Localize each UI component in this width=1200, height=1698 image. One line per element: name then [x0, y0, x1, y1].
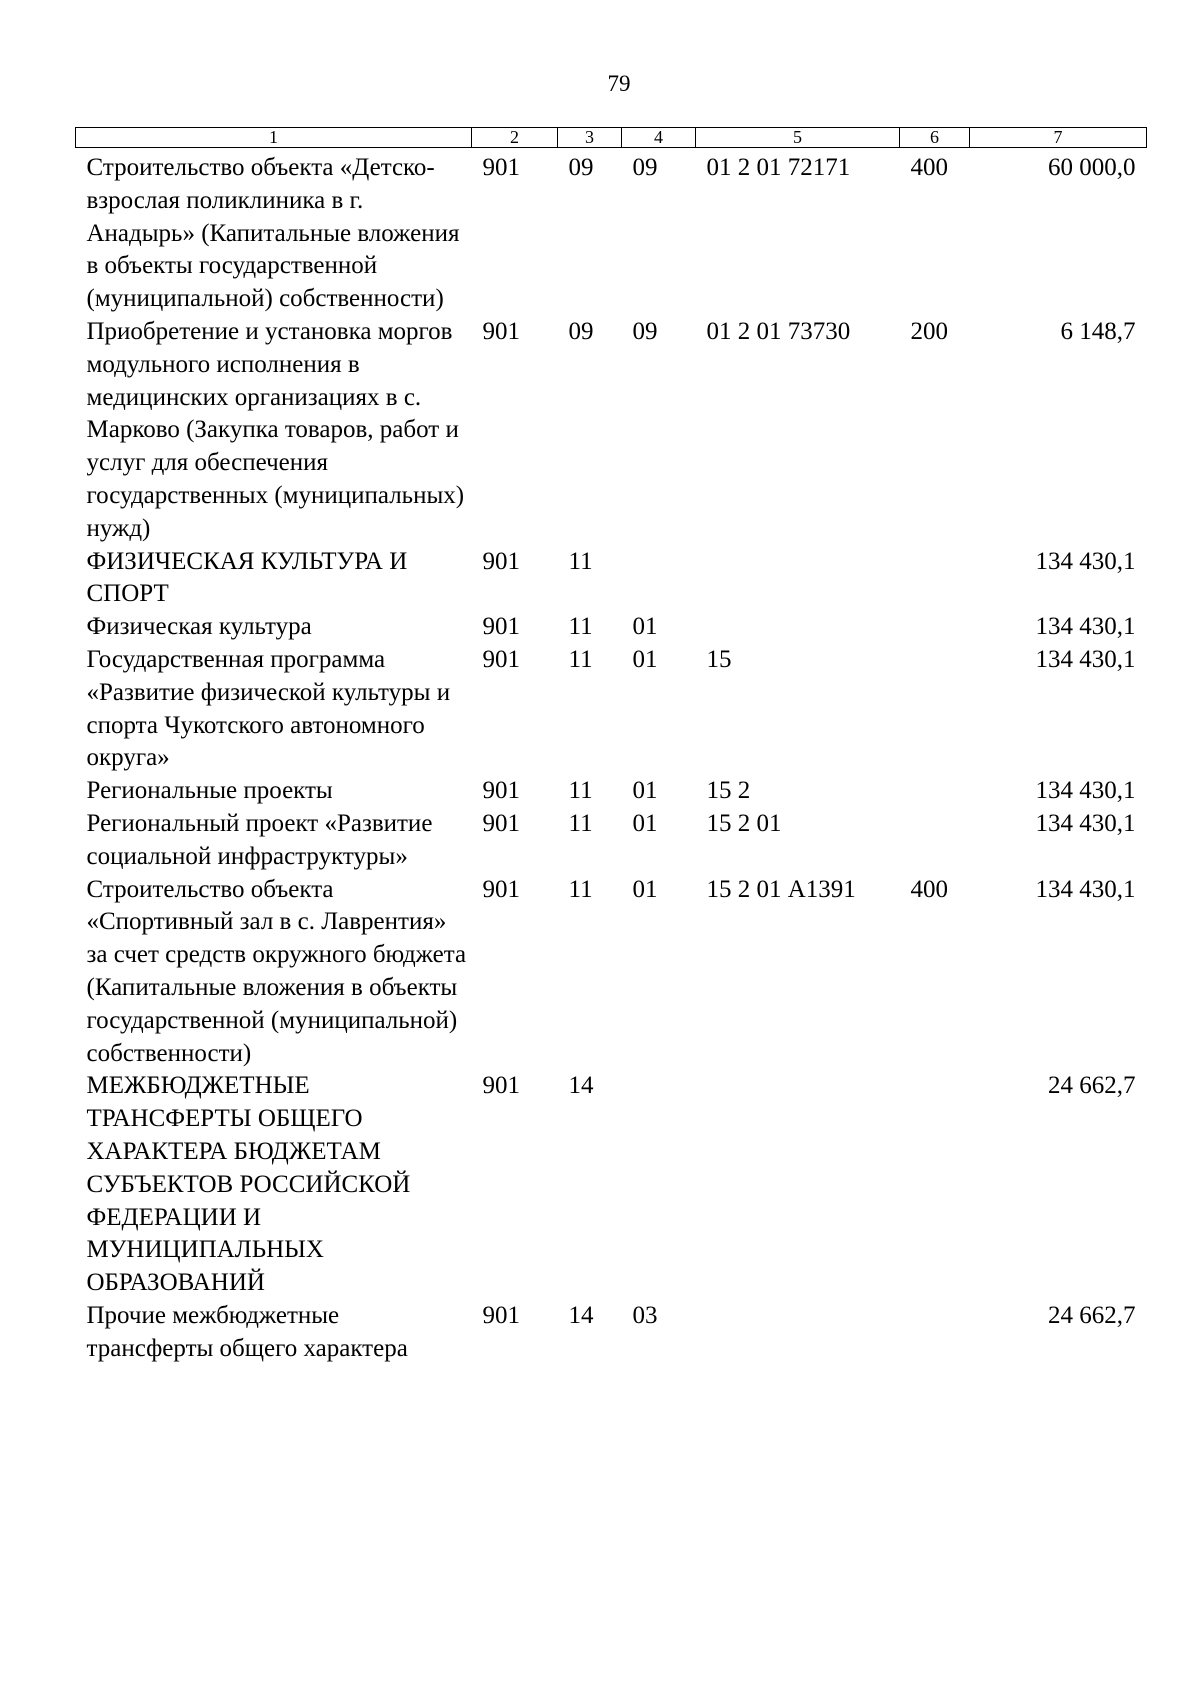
row-section-code: 14: [568, 1072, 594, 1100]
row-amount: 134 430,1: [1035, 645, 1136, 673]
row-subsection-code: 09: [632, 317, 658, 345]
table-row: [76, 644, 1147, 775]
row-admin-code: 901: [482, 875, 520, 903]
row-name: ФИЗИЧЕСКАЯ КУЛЬТУРА И СПОРТ: [86, 547, 408, 608]
row-name: Строительство объекта «Спортивный зал в с. Лаврентия» за счет средств окружного бюджета (Капитальные вложения в объекты государственной (муниципальной) собственности): [86, 875, 467, 1067]
column-number: 4: [622, 128, 696, 148]
row-amount: 134 430,1: [1035, 875, 1136, 903]
row-expense-type: [900, 775, 970, 808]
row-section-code: 11: [568, 777, 593, 805]
table-row: [76, 546, 1147, 612]
table-row: [76, 148, 1147, 316]
row-expense-type: [900, 546, 970, 612]
row-target-code: 15 2 01: [706, 809, 782, 837]
row-subsection-code: 01: [632, 645, 658, 673]
row-amount: 134 430,1: [1035, 547, 1136, 575]
page-number: 79: [607, 71, 631, 96]
row-target-code: [696, 1300, 900, 1366]
row-admin-code: 901: [482, 613, 520, 641]
row-amount: 60 000,0: [1048, 154, 1136, 181]
row-admin-code: 901: [482, 317, 520, 345]
row-name: Государственная программа «Развитие физической культуры и спорта Чукотского автономного округа»: [86, 645, 451, 772]
row-section-code: 14: [568, 1301, 594, 1329]
row-target-code: [696, 1070, 900, 1300]
column-number: 1: [76, 128, 472, 148]
row-target-code: 01 2 01 72171: [706, 154, 851, 181]
column-number: 6: [900, 128, 970, 148]
row-name: Строительство объекта «Детско-взрослая поликлиника в г. Анадырь» (Капитальные вложения в объекты государственной (муниципальной) собственности): [86, 154, 460, 313]
row-amount: 6 148,7: [1060, 317, 1136, 345]
table-row: [76, 1070, 1147, 1300]
row-subsection-code: 01: [632, 875, 658, 903]
row-expense-type: [900, 611, 970, 644]
row-expense-type: [900, 1070, 970, 1300]
row-admin-code: 901: [482, 777, 520, 805]
column-number: 3: [558, 128, 622, 148]
row-admin-code: 901: [482, 1072, 520, 1100]
row-target-code: 15 2: [706, 777, 751, 805]
row-section-code: 11: [568, 875, 593, 903]
row-subsection-code: 01: [632, 809, 658, 837]
row-expense-type: [900, 644, 970, 775]
row-name: МЕЖБЮДЖЕТНЫЕ ТРАНСФЕРТЫ ОБЩЕГО ХАРАКТЕРА БЮДЖЕТАМ СУБЪЕКТОВ РОССИЙСКОЙ ФЕДЕРАЦИИ И МУНИЦИПАЛЬНЫХ ОБРАЗОВАНИЙ: [86, 1072, 411, 1297]
table-row: [76, 808, 1147, 874]
row-subsection-code: 09: [632, 154, 658, 181]
row-admin-code: 901: [482, 1301, 520, 1329]
row-name: Прочие межбюджетные трансферты общего характера: [86, 1301, 408, 1362]
row-amount: 134 430,1: [1035, 777, 1136, 805]
table-row: [76, 316, 1147, 546]
row-amount: 134 430,1: [1035, 809, 1136, 837]
row-admin-code: 901: [482, 645, 520, 673]
table-header: [76, 128, 1147, 148]
row-subsection-code: 03: [632, 1301, 658, 1329]
row-name: Приобретение и установка моргов модульного исполнения в медицинских организациях в с. Марково (Закупка товаров, работ и услуг для обеспечения государственных (муниципальных) нужд): [86, 317, 465, 542]
row-name: Физическая культура: [86, 613, 312, 641]
row-admin-code: 901: [482, 809, 520, 837]
row-section-code: 09: [568, 154, 594, 181]
row-expense-type: 400: [910, 875, 948, 903]
row-amount: 24 662,7: [1048, 1072, 1136, 1100]
row-section-code: 09: [568, 317, 594, 345]
budget-table: [75, 127, 1147, 1365]
row-amount: 134 430,1: [1035, 613, 1136, 641]
row-subsection-code: 01: [632, 777, 658, 805]
row-expense-type: 400: [910, 154, 948, 181]
row-expense-type: [900, 808, 970, 874]
column-number: 7: [970, 128, 1147, 148]
column-number: 5: [696, 128, 900, 148]
table-row: [76, 1300, 1147, 1366]
row-section-code: 11: [568, 613, 593, 641]
row-admin-code: 901: [482, 547, 520, 575]
row-expense-type: [900, 1300, 970, 1366]
row-subsection-code: [622, 546, 696, 612]
row-name: Региональные проекты: [86, 777, 333, 805]
row-target-code: 15: [706, 645, 732, 673]
row-amount: 24 662,7: [1048, 1301, 1136, 1329]
row-admin-code: 901: [482, 154, 520, 181]
row-expense-type: 200: [910, 317, 948, 345]
table-row: [76, 775, 1147, 808]
table-row: [76, 611, 1147, 644]
table-body: [76, 148, 1147, 1366]
row-target-code: [696, 546, 900, 612]
row-target-code: 01 2 01 73730: [706, 317, 851, 345]
row-target-code: 15 2 01 А1391: [706, 875, 856, 903]
row-target-code: [696, 611, 900, 644]
table-row: [76, 874, 1147, 1071]
row-section-code: 11: [568, 547, 593, 575]
row-section-code: 11: [568, 809, 593, 837]
row-name: Региональный проект «Развитие социальной инфраструктуры»: [86, 809, 433, 870]
row-section-code: 11: [568, 645, 593, 673]
column-number-row: [76, 128, 1147, 148]
column-number: 2: [472, 128, 558, 148]
row-subsection-code: 01: [632, 613, 658, 641]
row-subsection-code: [622, 1070, 696, 1300]
